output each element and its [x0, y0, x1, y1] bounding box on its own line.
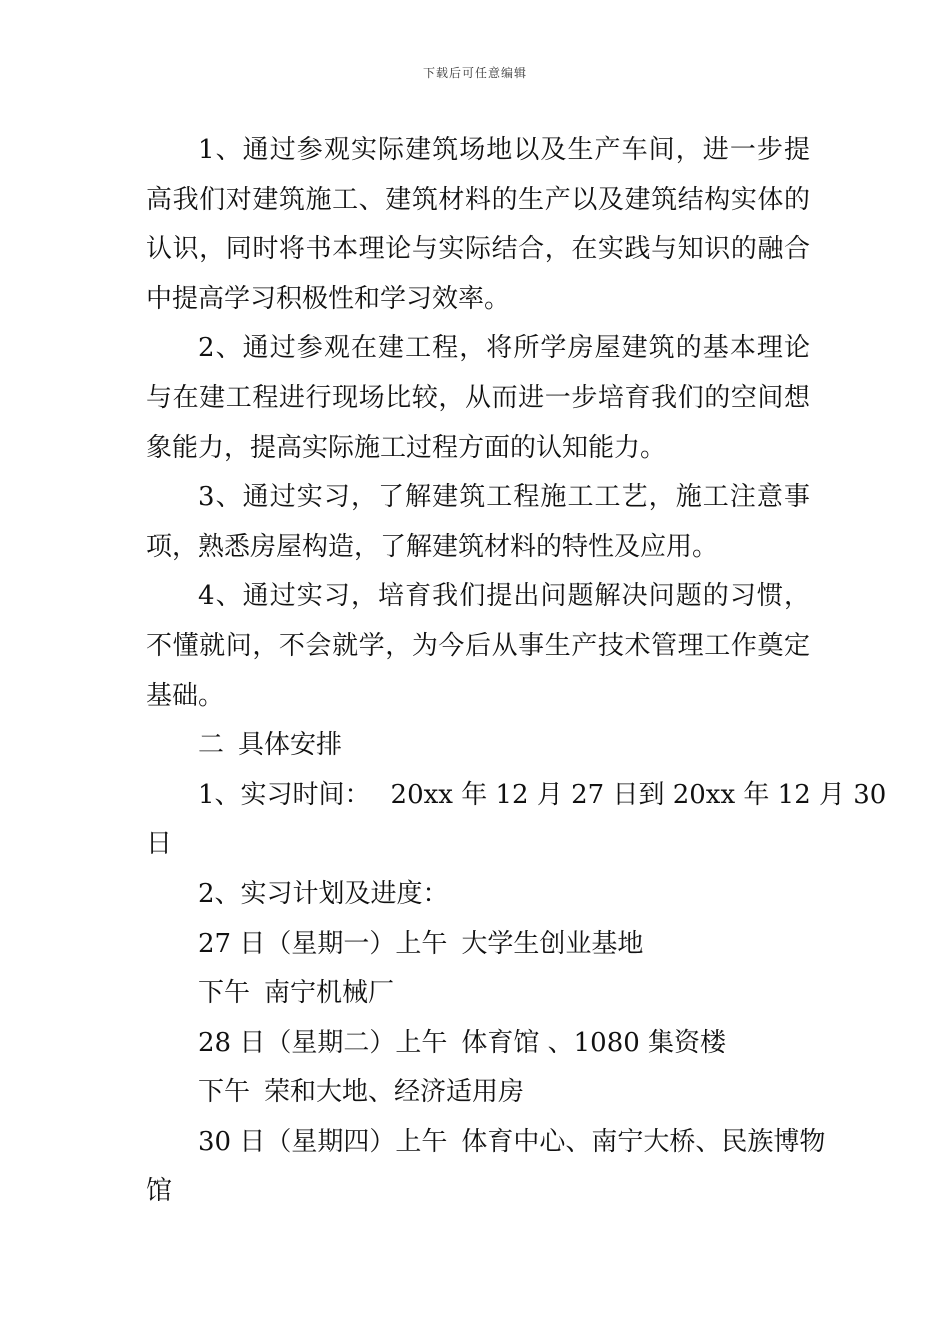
- plan-what: 荣和大地、经济适用房: [264, 1077, 525, 1108]
- plan-row: [146, 1118, 826, 1168]
- plan-when: 下午: [198, 1077, 251, 1108]
- plan-what: 体育馆 、1080 集资楼: [461, 1027, 727, 1058]
- plan-row: [146, 1068, 810, 1118]
- paragraph-3: 3、通过实习，了解建筑工程施工工艺，施工注意事项，熟悉房屋构造，了解建筑材料的特性及应用。: [146, 482, 810, 562]
- section-heading: [146, 721, 810, 771]
- section-title: 具体安排: [238, 730, 343, 761]
- plan-row: [146, 969, 810, 1019]
- plan-what: 体育中心、南宁大桥、民族博物: [461, 1126, 826, 1157]
- section-number: 二: [198, 730, 225, 761]
- schedule-time-line: [146, 771, 887, 821]
- paragraph-2: 2、通过参观在建工程，将所学房屋建筑的基本理论与在建工程进行现场比较，从而进一步培育我们的空间想象能力，提高实际施工过程方面的认知能力。: [146, 333, 810, 463]
- plan-when: 30 日（星期四）上午: [198, 1126, 448, 1157]
- plan-row: [146, 1019, 810, 1069]
- page-header: 下载后可任意编辑: [422, 66, 527, 80]
- paragraph-4: 4、通过实习，培育我们提出问题解决问题的习惯，不懂就问，不会就学，为今后从事生产技术管理工作奠定基础。: [146, 581, 810, 711]
- schedule-time-wrap: 日: [146, 829, 173, 860]
- plan-row: [146, 920, 810, 970]
- plan-when: 27 日（星期一）上午: [198, 928, 448, 959]
- plan-row-wrap: 馆: [146, 1176, 173, 1207]
- time-label: 1、实习时间：: [198, 779, 371, 810]
- plan-what: 南宁机械厂: [264, 978, 395, 1009]
- paragraph-1: 1、通过参观实际建筑场地以及生产车间，进一步提高我们对建筑施工、建筑材料的生产以及建筑结构实体的认识，同时将书本理论与实际结合，在实践与知识的融合中提高学习积极性和学习效率。: [146, 135, 810, 314]
- time-value: 20xx 年 12 月 27 日到 20xx 年 12 月 30: [390, 779, 887, 810]
- plan-what: 大学生创业基地: [461, 928, 644, 959]
- document-body: [146, 126, 887, 1217]
- plan-label: 2、实习计划及进度：: [198, 878, 449, 909]
- plan-when: 下午: [198, 978, 251, 1009]
- plan-when: 28 日（星期二）上午: [198, 1027, 448, 1058]
